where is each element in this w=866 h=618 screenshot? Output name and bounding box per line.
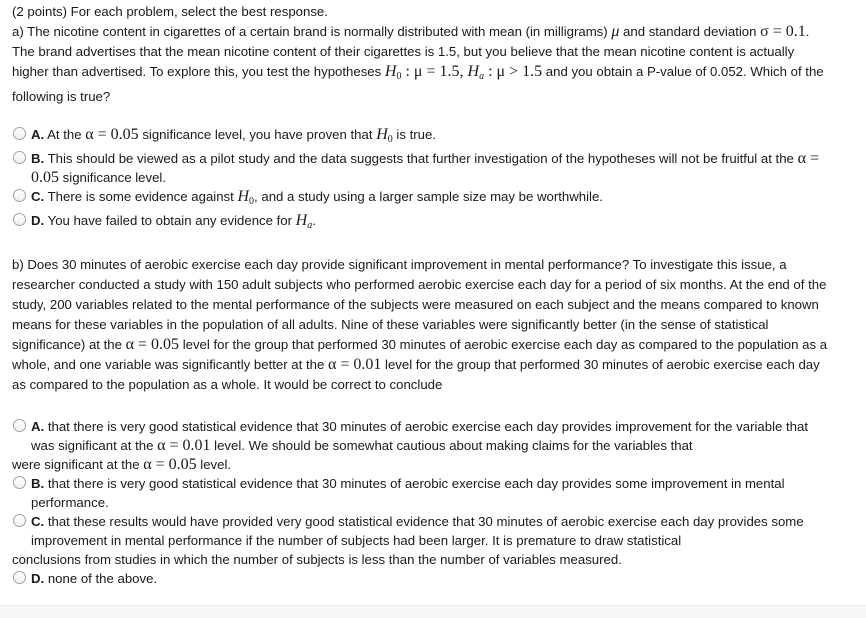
option-letter: A. [31, 127, 45, 142]
radio-a-1[interactable] [13, 127, 26, 140]
question-a-text-1: a) The nicotine content in cigarettes of a certain brand is normally distributed with mean (in milligrams) [12, 24, 612, 39]
option-b-2[interactable]: B. that there is very good statistical evidence that 30 minutes of aerobic exercise each day provides some improvement in mental performance. [12, 474, 834, 512]
option-b-1[interactable]: A. that there is very good statistical evidence that 30 minutes of aerobic exercise each day provides improvement for the variable that was significant at the α = 0.01 level. We should be somewhat cautious about making claims for the variables that were significant at the α = 0.05 level. [12, 419, 808, 473]
option-letter: B. [31, 476, 45, 491]
option-b-4[interactable]: D. none of the above. [12, 569, 834, 588]
question-a-options [12, 125, 834, 235]
problem-container [12, 2, 834, 588]
question-b-options [12, 417, 834, 588]
null-hypothesis: : μ = 1.5, [401, 63, 468, 80]
sigma-expression: σ = 0.1 [760, 23, 806, 40]
bottom-edge [0, 605, 866, 618]
option-a-1[interactable]: A. At the α = 0.05 significance level, you have proven that $H_0$ is true. [12, 125, 834, 149]
option-a-3[interactable]: C. There is some evidence against $H_0$, and a study using a larger sample size may be worthwhile. [12, 187, 834, 211]
radio-b-3[interactable] [13, 514, 26, 527]
question-a-stem [12, 22, 834, 107]
option-letter: D. [31, 213, 45, 228]
alpha-001: α = 0.01 [327, 356, 382, 373]
question-b-text-3: level for the group that performed 30 minutes of aerobic exercise each day as compared to the population as a whole. It would be correct to conclude [12, 357, 820, 392]
radio-a-2[interactable] [13, 151, 26, 164]
question-a-text-4: and you obtain a P-value of 0.052. Which of the following is true? [12, 64, 824, 104]
mu-symbol: μ [611, 23, 620, 40]
ha-symbol: Ha [467, 63, 485, 82]
option-letter: C. [31, 189, 45, 204]
question-b-stem [12, 255, 834, 395]
radio-b-1[interactable] [13, 419, 26, 432]
option-a-4[interactable]: D. You have failed to obtain any evidence for Ha. [12, 211, 834, 235]
option-letter: A. [31, 419, 45, 434]
option-letter: D. [31, 571, 45, 586]
radio-b-2[interactable] [13, 476, 26, 489]
option-letter: B. [31, 151, 45, 166]
alt-hypothesis: : μ > 1.5 [484, 63, 543, 80]
radio-a-3[interactable] [13, 189, 26, 202]
question-a-text-3: . The brand advertises that the mean nicotine content of their cigarettes is 1.5, but you believe that the mean nicotine content is actually higher than advertised. To explore this, you test the hypotheses [12, 24, 810, 79]
question-b-text-2: level for the group that performed 30 minutes of aerobic exercise each day as compared to the population as a whole, and one variable was significantly better at the [12, 337, 828, 372]
option-b-3[interactable]: C. that these results would have provided very good statistical evidence that 30 minutes of aerobic exercise each day provides some improvement in mental performance if the number of subjects had been larger. It is premature to draw statistical conclusions from studies in which the number of subjects is less than the number of variables measured. [12, 514, 804, 567]
alpha-005: α = 0.05 [125, 336, 180, 353]
instructions-header: (2 points) For each problem, select the best response. [12, 4, 328, 19]
question-a-text-2: and standard deviation [619, 24, 757, 39]
radio-a-4[interactable] [13, 213, 26, 226]
h0-symbol: $H_0$ [384, 63, 402, 82]
option-letter: C. [31, 514, 45, 529]
radio-b-4[interactable] [13, 571, 26, 584]
question-b-text-1: b) Does 30 minutes of aerobic exercise each day provide significant improvement in mental performance? To investigate this issue, a researcher conducted a study with 150 adult subjects who performed aerobic exercise each day for a period of six months. At the end of the study, 200 variables related to the mental performance of the subjects were measured on each subject and the means compared to known means for these variables in the population of all adults. Nine of these variables were significantly better (in the sense of statistical significance) at the [12, 257, 827, 352]
option-a-2[interactable]: B. This should be viewed as a pilot study and the data suggests that further investigation of the hypotheses will not be fruitful at the α = 0.05 significance level. [12, 149, 834, 187]
